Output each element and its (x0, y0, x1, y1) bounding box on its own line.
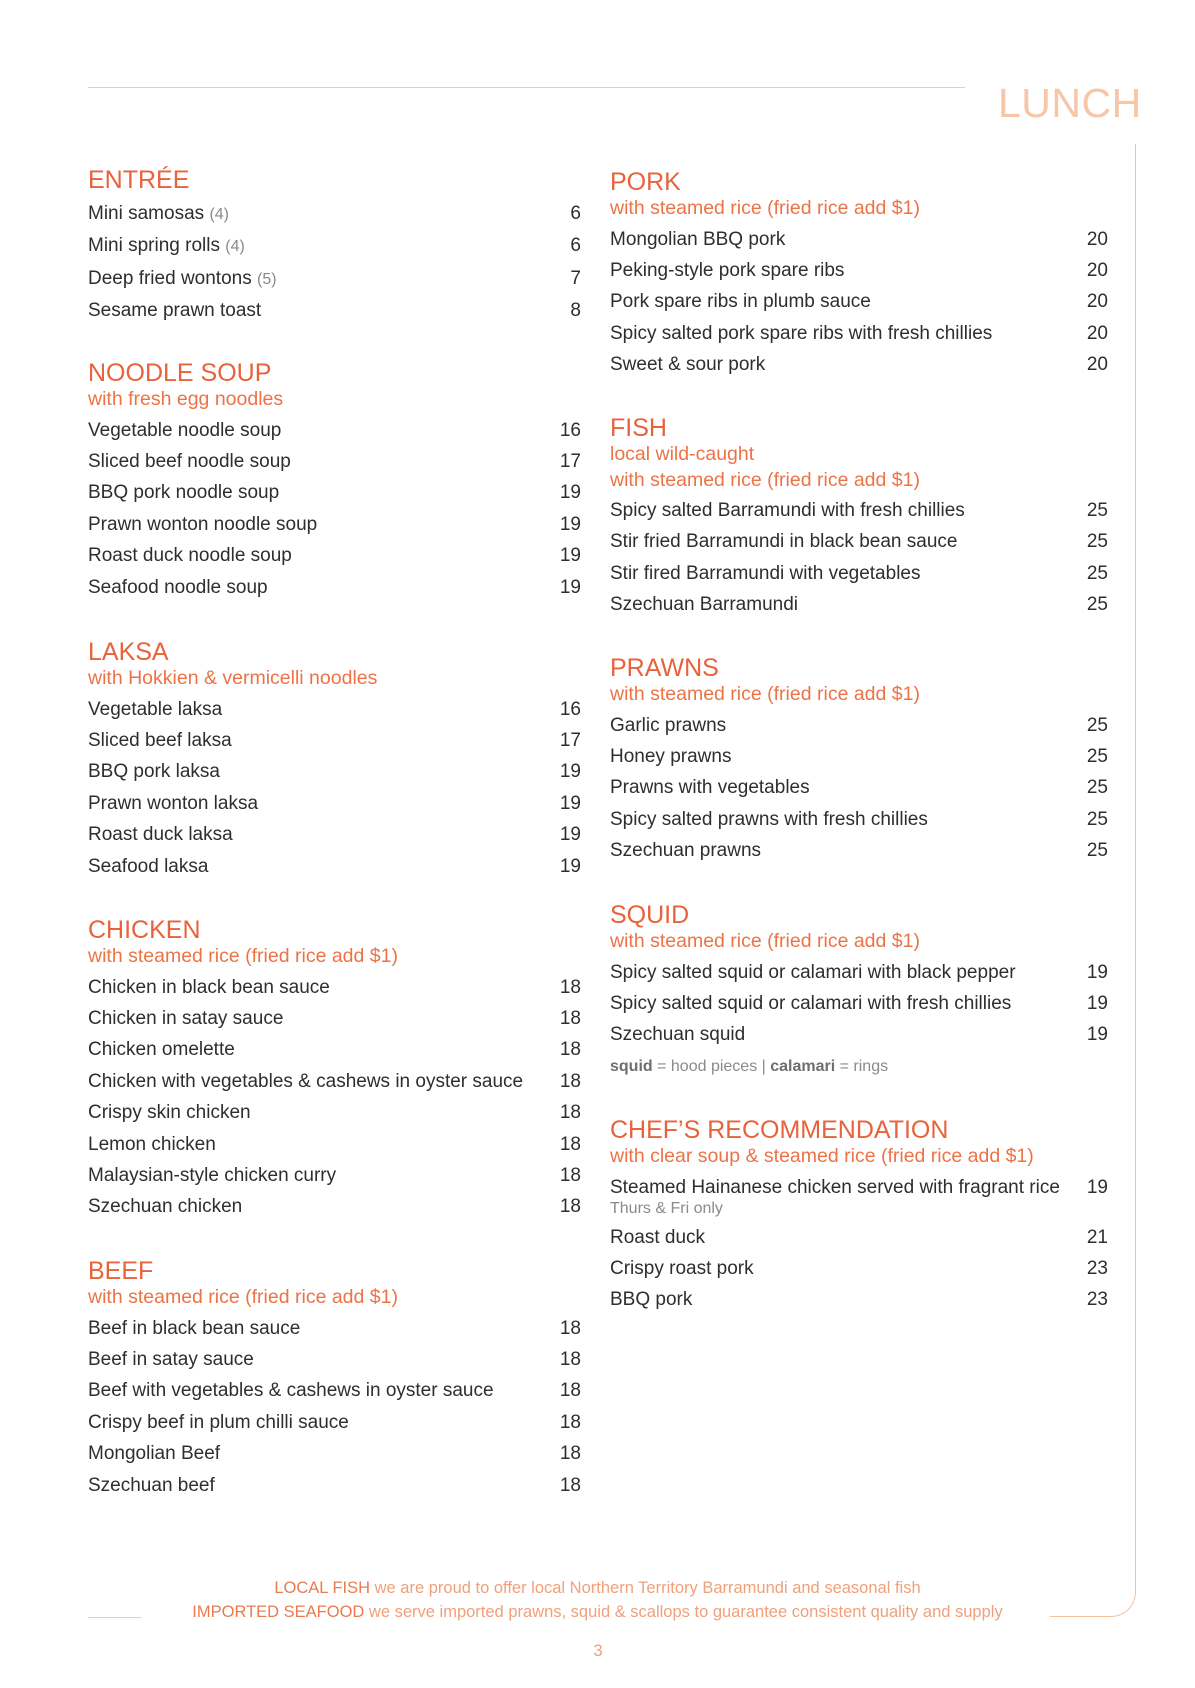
menu-item (88, 446, 581, 477)
item-price: 20 (1086, 322, 1108, 344)
note-def: = rings (835, 1057, 889, 1075)
menu-item (610, 804, 1108, 835)
item-price: 18 (559, 1380, 581, 1402)
section-entree (88, 166, 581, 327)
menu-item (610, 710, 1108, 741)
section-title: SQUID (610, 901, 690, 929)
item-name: Garlic prawns (610, 714, 727, 736)
item-price: 19 (1086, 1024, 1108, 1046)
menu-item (610, 558, 1108, 589)
item-price: 19 (559, 576, 581, 598)
menu-item (88, 851, 581, 882)
section-title: PORK (610, 168, 681, 196)
item-name: Szechuan Barramundi (610, 594, 798, 616)
item-price: 18 (559, 1317, 581, 1339)
menu-item (610, 286, 1108, 317)
item-name: Pork spare ribs in plumb sauce (610, 291, 871, 313)
footer-text: we are proud to offer local Northern Territory Barramundi and seasonal fish (370, 1579, 921, 1597)
item-price: 18 (559, 1411, 581, 1433)
item-count: (5) (257, 270, 277, 288)
menu-items (610, 957, 1108, 1051)
footer-local-fish (0, 1576, 1195, 1600)
item-name: Deep fried wontons (88, 267, 252, 289)
menu-item (88, 694, 581, 725)
note-def: = hood pieces (652, 1057, 762, 1075)
item-name: Spicy salted squid or calamari with black pepper (610, 961, 1016, 983)
item-price: 19 (1086, 961, 1108, 983)
section-subtitle: with steamed rice (fried rice add $1) (610, 683, 920, 705)
item-price: 25 (1086, 840, 1108, 862)
menu-item (88, 263, 581, 295)
item-name: Spicy salted pork spare ribs with fresh chillies (610, 322, 993, 344)
section-subtitle: with steamed rice (fried rice add $1) (88, 1286, 398, 1308)
item-price: 20 (1086, 291, 1108, 313)
menu-item (610, 1284, 1108, 1315)
menu-item (88, 819, 581, 850)
item-count: (4) (225, 238, 245, 256)
section-title: LAKSA (88, 638, 169, 666)
item-price: 25 (1086, 531, 1108, 553)
section-title: ENTRÉE (88, 166, 190, 194)
section-title: FISH (610, 414, 667, 442)
menu-item (88, 1438, 581, 1469)
item-name: Szechuan prawns (610, 840, 762, 862)
menu-item (88, 1313, 581, 1344)
item-price: 18 (559, 1164, 581, 1186)
menu-item (88, 509, 581, 540)
section-prawns (610, 654, 1108, 867)
section-beef (88, 1257, 581, 1501)
item-name: Mini spring rolls (88, 235, 220, 257)
section-title: NOODLE SOUP (88, 359, 272, 387)
section-title: CHICKEN (88, 916, 201, 944)
section-subtitle: with clear soup & steamed rice (fried rice add $1) (610, 1145, 1034, 1167)
item-name: Seafood noodle soup (88, 576, 268, 598)
menu-item (610, 224, 1108, 255)
menu-items (610, 224, 1108, 381)
menu-item (88, 1129, 581, 1160)
item-price: 25 (1086, 500, 1108, 521)
item-price: 19 (559, 513, 581, 535)
menu-item (610, 1253, 1108, 1284)
menu-item (88, 972, 581, 1003)
item-name: BBQ pork noodle soup (88, 482, 280, 504)
item-price: 19 (559, 545, 581, 567)
section-squid (610, 901, 1108, 1081)
item-price: 18 (559, 1196, 581, 1218)
item-name: BBQ pork laksa (88, 761, 220, 783)
menu-item (610, 1176, 1108, 1200)
section-title: PRAWNS (610, 654, 719, 682)
item-price: 7 (570, 267, 581, 289)
section-pork (610, 168, 1108, 381)
section-chefs-recommendation (610, 1116, 1108, 1316)
item-price: 25 (1086, 777, 1108, 799)
item-price: 19 (559, 855, 581, 877)
menu-item (610, 1019, 1108, 1050)
item-name: Szechuan chicken (88, 1196, 243, 1218)
item-name: Steamed Hainanese chicken served with fragrant rice (610, 1176, 1060, 1198)
item-price: 6 (570, 235, 581, 257)
menu-item (610, 772, 1108, 803)
menu-item (88, 1470, 581, 1501)
item-price: 25 (1086, 594, 1108, 616)
section-subtitle: with steamed rice (fried rice add $1) (610, 930, 920, 952)
item-name: Mongolian Beef (88, 1443, 221, 1465)
menu-item (610, 349, 1108, 380)
section-fish (610, 414, 1108, 621)
section-subtitle: with fresh egg noodles (88, 388, 284, 410)
menu-item (610, 1222, 1108, 1253)
item-name: Beef with vegetables & cashews in oyster sauce (88, 1380, 494, 1402)
menu-item (610, 255, 1108, 286)
menu-item (610, 741, 1108, 772)
item-price: 23 (1086, 1257, 1108, 1279)
footer-label: IMPORTED SEAFOOD (192, 1603, 365, 1621)
item-price: 25 (1086, 808, 1108, 830)
item-name: Vegetable noodle soup (88, 419, 282, 441)
item-name: Spicy salted squid or calamari with fresh chillies (610, 992, 1012, 1014)
section-subtitle: with Hokkien & vermicelli noodles (88, 667, 378, 689)
section-title: BEEF (88, 1257, 154, 1285)
item-price: 19 (1086, 992, 1108, 1014)
menu-item (88, 1066, 581, 1097)
menu-item (610, 589, 1108, 620)
menu-items (610, 1176, 1108, 1316)
item-name: Sesame prawn toast (88, 300, 262, 322)
item-name: Beef in black bean sauce (88, 1317, 301, 1339)
item-price: 8 (570, 300, 581, 322)
item-count: (4) (209, 206, 229, 223)
item-name: Mini samosas (88, 203, 205, 224)
menu-items (88, 1313, 581, 1501)
menu-item (610, 318, 1108, 349)
menu-item (610, 526, 1108, 557)
item-price: 20 (1086, 354, 1108, 376)
item-price: 17 (559, 729, 581, 751)
item-price: 23 (1086, 1289, 1108, 1311)
item-price: 18 (559, 1474, 581, 1496)
item-price: 25 (1086, 714, 1108, 736)
menu-item (610, 835, 1108, 866)
item-price: 21 (1086, 1226, 1108, 1248)
item-name: Sliced beef noodle soup (88, 450, 291, 472)
menu-item (88, 295, 581, 326)
section-subtitle: local wild-caught (610, 443, 755, 465)
item-name: BBQ pork (610, 1289, 693, 1311)
section-subtitle: with steamed rice (fried rice add $1) (610, 197, 920, 219)
item-name: Honey prawns (610, 745, 732, 767)
menu-item (88, 415, 581, 446)
item-price: 20 (1086, 259, 1108, 281)
item-name: Vegetable laksa (88, 698, 223, 720)
squid-calamari-note (610, 1053, 1108, 1081)
menu-items (610, 710, 1108, 867)
item-name: Beef in satay sauce (88, 1348, 254, 1370)
note-term-calamari: calamari (765, 1057, 836, 1075)
menu-items (88, 972, 581, 1223)
menu-item (610, 988, 1108, 1019)
note-separator: | (761, 1057, 766, 1075)
item-price: 18 (559, 1070, 581, 1092)
item-name: Chicken with vegetables & cashews in oyster sauce (88, 1070, 524, 1092)
item-name: Roast duck (610, 1226, 706, 1248)
menu-item (88, 230, 581, 262)
item-name: Roast duck noodle soup (88, 545, 292, 567)
item-name: Roast duck laksa (88, 824, 233, 846)
item-price: 18 (559, 1348, 581, 1370)
menu-item (88, 1003, 581, 1034)
menu-item (88, 1375, 581, 1406)
item-price: 25 (1086, 562, 1108, 584)
menu-item (88, 572, 581, 603)
right-border-rule (1135, 144, 1136, 1594)
header-rule (88, 87, 965, 88)
item-name: Malaysian-style chicken curry (88, 1164, 337, 1186)
menu-item (88, 1407, 581, 1438)
item-price: 16 (559, 419, 581, 441)
footer-imported-seafood (0, 1600, 1195, 1624)
item-name: Stir fried Barramundi in black bean sauce (610, 531, 958, 553)
item-name: Peking-style pork spare ribs (610, 259, 845, 281)
item-name: Lemon chicken (88, 1133, 216, 1155)
item-name: Spicy salted Barramundi with fresh chillies (610, 500, 965, 521)
menu-item (88, 1097, 581, 1128)
item-price: 19 (559, 792, 581, 814)
item-price: 20 (1086, 228, 1108, 250)
item-name: Prawns with vegetables (610, 777, 810, 799)
menu-item (88, 1034, 581, 1065)
item-price: 19 (1086, 1176, 1108, 1198)
item-price: 25 (1086, 745, 1108, 767)
item-name: Prawn wonton laksa (88, 792, 259, 814)
menu-item (88, 756, 581, 787)
item-name: Stir fired Barramundi with vegetables (610, 562, 921, 584)
item-price: 18 (559, 976, 581, 998)
section-title: CHEF’S RECOMMENDATION (610, 1116, 949, 1144)
menu-item (88, 1160, 581, 1191)
item-name: Spicy salted prawns with fresh chillies (610, 808, 928, 830)
item-name: Szechuan beef (88, 1474, 215, 1496)
item-name: Chicken in black bean sauce (88, 976, 330, 998)
menu-item (610, 957, 1108, 988)
menu-item (88, 540, 581, 571)
menu-item (88, 1344, 581, 1375)
item-name: Prawn wonton noodle soup (88, 513, 318, 535)
item-name: Crispy skin chicken (88, 1102, 251, 1124)
item-price: 19 (559, 824, 581, 846)
menu-items (88, 415, 581, 603)
item-name: Seafood laksa (88, 855, 209, 877)
item-price: 6 (570, 203, 581, 224)
item-price: 18 (559, 1102, 581, 1124)
item-name: Mongolian BBQ pork (610, 228, 786, 250)
section-subtitle: with steamed rice (fried rice add $1) (88, 945, 398, 967)
item-name: Chicken omelette (88, 1039, 235, 1061)
item-name: Chicken in satay sauce (88, 1007, 284, 1029)
menu-item (610, 495, 1108, 526)
item-price: 19 (559, 482, 581, 504)
item-price: 16 (559, 698, 581, 720)
item-note: Thurs & Fri only (610, 1199, 723, 1217)
menu-items (88, 694, 581, 882)
menu-item (88, 725, 581, 756)
menu-items (610, 495, 1108, 621)
section-laksa (88, 638, 581, 882)
item-name: Crispy roast pork (610, 1257, 754, 1279)
item-price: 18 (559, 1039, 581, 1061)
menu-item (88, 1191, 581, 1222)
item-name: Crispy beef in plum chilli sauce (88, 1411, 349, 1433)
page-number: 3 (593, 1641, 603, 1660)
footer-label: LOCAL FISH (274, 1579, 371, 1597)
item-price: 19 (559, 761, 581, 783)
menu-items (88, 198, 581, 327)
item-price: 17 (559, 450, 581, 472)
item-price: 18 (559, 1133, 581, 1155)
section-noodle-soup (88, 359, 581, 603)
item-name: Sweet & sour pork (610, 354, 766, 376)
note-term-squid: squid (610, 1057, 653, 1075)
section-subtitle: with steamed rice (fried rice add $1) (610, 468, 920, 491)
item-price: 18 (559, 1007, 581, 1029)
menu-item (88, 198, 581, 230)
item-name: Szechuan squid (610, 1024, 746, 1046)
section-chicken (88, 916, 581, 1223)
page-title: LUNCH (998, 80, 1142, 126)
menu-item (88, 788, 581, 819)
menu-item (88, 477, 581, 508)
footer-text: we serve imported prawns, squid & scallops to guarantee consistent quality and supply (364, 1603, 1003, 1621)
item-name: Sliced beef laksa (88, 729, 232, 751)
item-price: 18 (559, 1443, 581, 1465)
